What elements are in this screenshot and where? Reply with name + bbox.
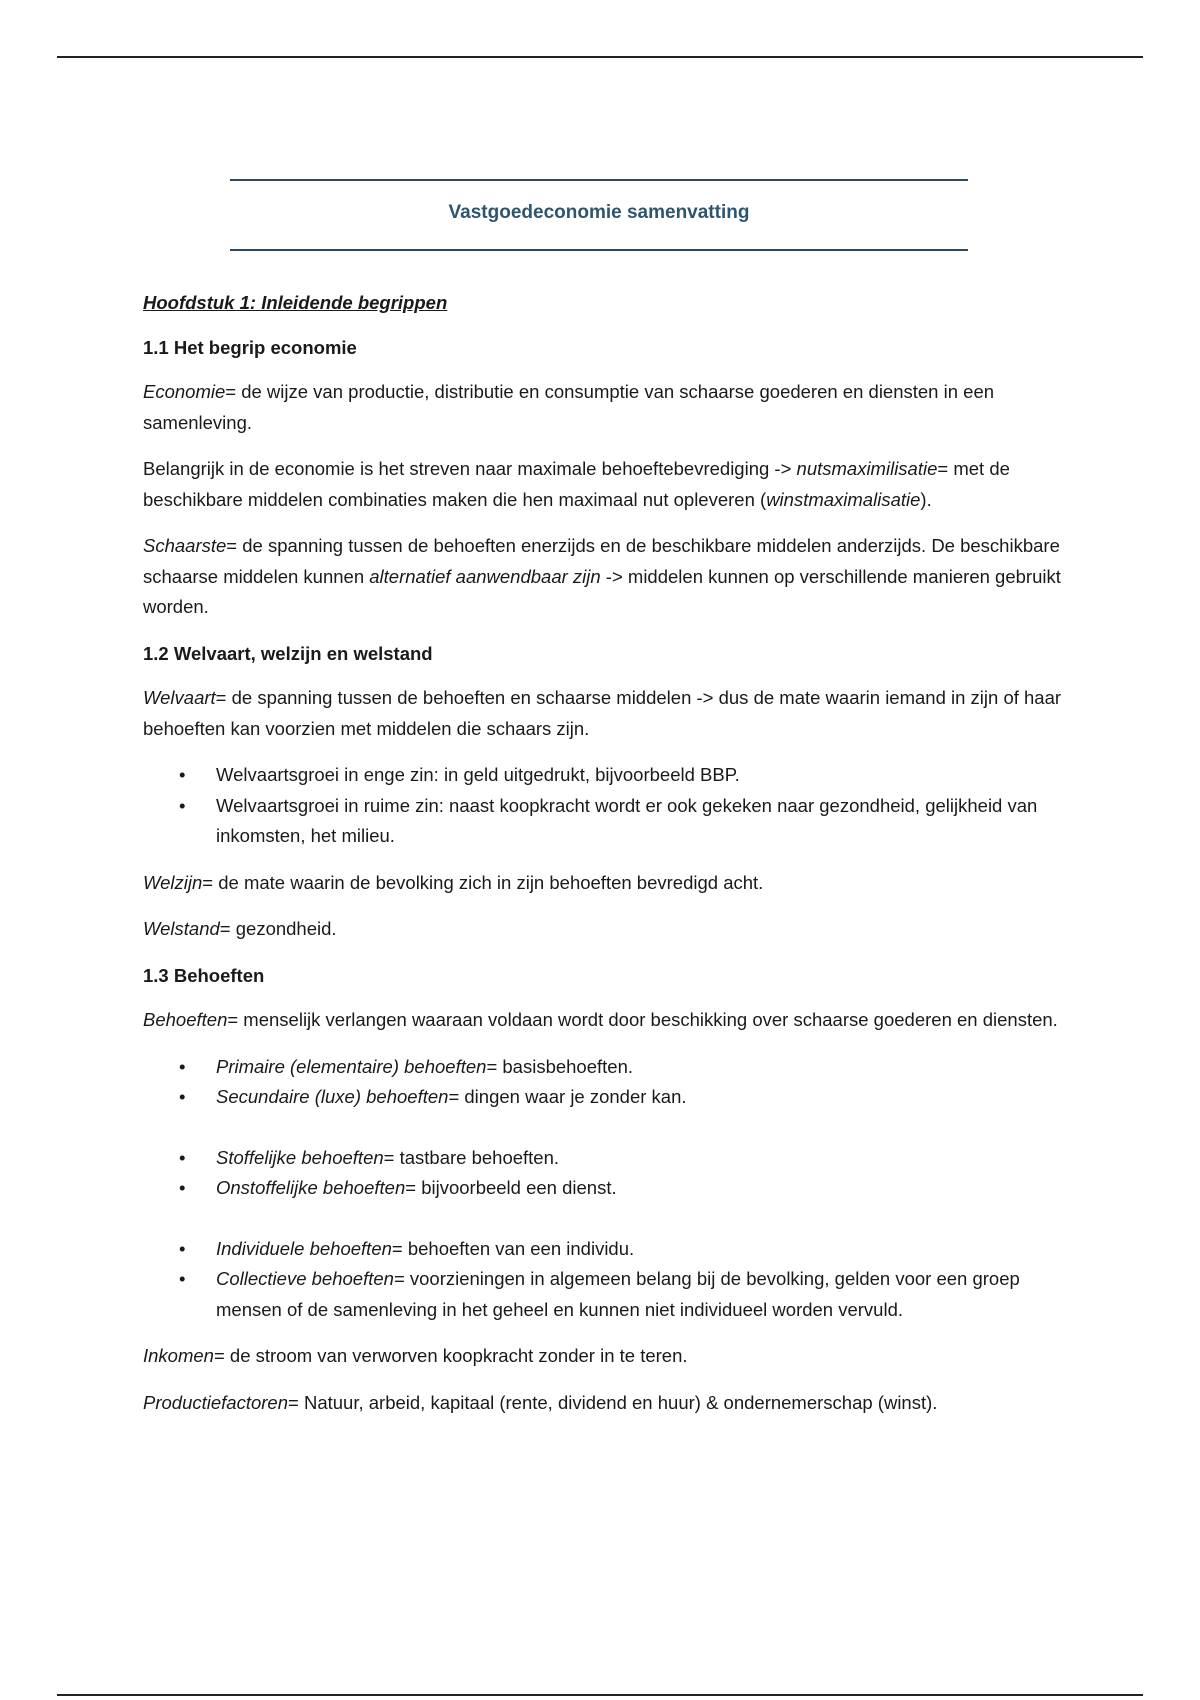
title-block (230, 179, 968, 251)
list-item (143, 1264, 1073, 1325)
behoeften-list-primary-secondary (143, 1052, 1073, 1113)
term: Stoffelijke behoeften (216, 1146, 384, 1168)
term: winstmaximalisatie (766, 488, 921, 510)
term: Productiefactoren (143, 1391, 289, 1413)
term: Welstand (143, 918, 220, 939)
list-item-text: Welvaartsgroei in enge zin: in geld uitgedrukt, bijvoorbeeld BBP. (216, 764, 740, 785)
bullet-icon: • (179, 1055, 186, 1077)
term: Secundaire (luxe) behoeften (216, 1086, 449, 1107)
definition-inkomen (143, 1341, 1073, 1372)
term: Collectieve behoeften (216, 1268, 394, 1289)
term: Behoeften (143, 1009, 228, 1030)
list-item (143, 760, 1073, 791)
list-item (143, 1082, 1073, 1113)
term: Schaarste (143, 535, 227, 556)
list-item (143, 1052, 1073, 1083)
definition-welstand (143, 914, 1073, 945)
paragraph-nutsmaximilisatie (143, 454, 1073, 515)
paragraph-text: Belangrijk in de economie is het streven naar maximale behoeftebevrediging -> (143, 458, 797, 479)
list-item (143, 791, 1073, 852)
section-heading-1-3: 1.3 Behoeften (143, 964, 265, 986)
term: alternatief aanwendbaar zijn (369, 565, 601, 587)
bullet-icon: • (179, 764, 186, 785)
behoeften-list-individual-collective (143, 1234, 1073, 1326)
definition-productiefactoren (143, 1388, 1073, 1419)
bullet-icon: • (179, 1146, 186, 1168)
definition-text: = de spanning tussen de behoeften en schaarse middelen -> dus de mate waarin iemand in zijn of haar behoeften kan voorzien met middelen die schaars zijn. (143, 687, 1062, 739)
definition-welzijn (143, 868, 1073, 899)
document-title: Vastgoedeconomie samenvatting (448, 202, 750, 223)
definition-text: = de mate waarin de bevolking zich in zijn behoeften bevredigd acht. (202, 871, 764, 893)
chapter-heading: Hoofdstuk 1: Inleidende begrippen (143, 292, 448, 313)
bullet-icon: • (179, 1268, 186, 1289)
term: Economie (143, 381, 226, 402)
list-item-text: = dingen waar je zonder kan. (448, 1086, 687, 1107)
definition-economie (143, 377, 1073, 438)
term: nutsmaximilisatie (796, 458, 938, 479)
definition-text: -> middelen kunnen op verschillende manieren gebruikt worden. (143, 565, 1061, 617)
list-item-text: = basisbehoeften. (486, 1055, 634, 1077)
bullet-icon: • (179, 794, 186, 816)
section-heading-1-2: 1.2 Welvaart, welzijn en welstand (143, 642, 433, 664)
document-body (143, 288, 1073, 1434)
list-item-text: Welvaartsgroei in ruime zin: naast koopkracht wordt er ook gekeken naar gezondheid, gelijkheid van inkomsten, het milieu. (216, 794, 1038, 846)
definition-behoeften (143, 1005, 1073, 1036)
title-bottom-rule (230, 249, 968, 251)
list-item-text: = voorzieningen in algemeen belang bij de bevolking, gelden voor een groep mensen of de samenleving in het geheel en kunnen niet individueel worden vervuld. (216, 1268, 1020, 1320)
term: Inkomen (143, 1345, 214, 1366)
term: Welvaart (143, 687, 216, 708)
bullet-icon: • (179, 1086, 186, 1107)
list-item-text: = tastbare behoeften. (383, 1146, 560, 1168)
list-item (143, 1173, 1073, 1204)
welvaart-list (143, 760, 1073, 852)
definition-text: = de wijze van productie, distributie en consumptie van schaarse goederen en diensten in een samenleving. (143, 381, 995, 433)
paragraph-text: ). (920, 488, 932, 510)
list-item (143, 1234, 1073, 1265)
definition-text: = gezondheid. (219, 918, 337, 939)
definition-text: = de spanning tussen de behoeften enerzijds en de beschikbare middelen anderzijds. De beschikbare schaarse middelen kunnen (143, 535, 1060, 587)
definition-welvaart (143, 683, 1073, 744)
term: Individuele behoeften (216, 1237, 392, 1259)
behoeften-list-material (143, 1143, 1073, 1204)
term: Welzijn (143, 871, 203, 893)
list-item-text: = behoeften van een individu. (391, 1237, 635, 1259)
definition-text: = Natuur, arbeid, kapitaal (rente, dividend en huur) & ondernemerschap (winst). (288, 1391, 938, 1413)
definition-text: = de stroom van verworven koopkracht zonder in te teren. (213, 1345, 688, 1366)
term: Primaire (elementaire) behoeften (216, 1055, 487, 1077)
list-item (143, 1143, 1073, 1174)
definition-text: = menselijk verlangen waaraan voldaan wordt door beschikking over schaarse goederen en diensten. (227, 1009, 1058, 1030)
page-top-rule (57, 56, 1143, 58)
section-heading-1-1: 1.1 Het begrip economie (143, 336, 357, 358)
definition-schaarste (143, 531, 1073, 623)
list-item-text: = bijvoorbeeld een dienst. (405, 1177, 617, 1198)
term: Onstoffelijke behoeften (216, 1177, 406, 1198)
paragraph-text: = met de beschikbare middelen combinaties maken die hen maximaal nut opleveren ( (143, 458, 1010, 510)
bullet-icon: • (179, 1177, 186, 1198)
bullet-icon: • (179, 1237, 186, 1259)
page-bottom-rule (57, 1694, 1143, 1696)
